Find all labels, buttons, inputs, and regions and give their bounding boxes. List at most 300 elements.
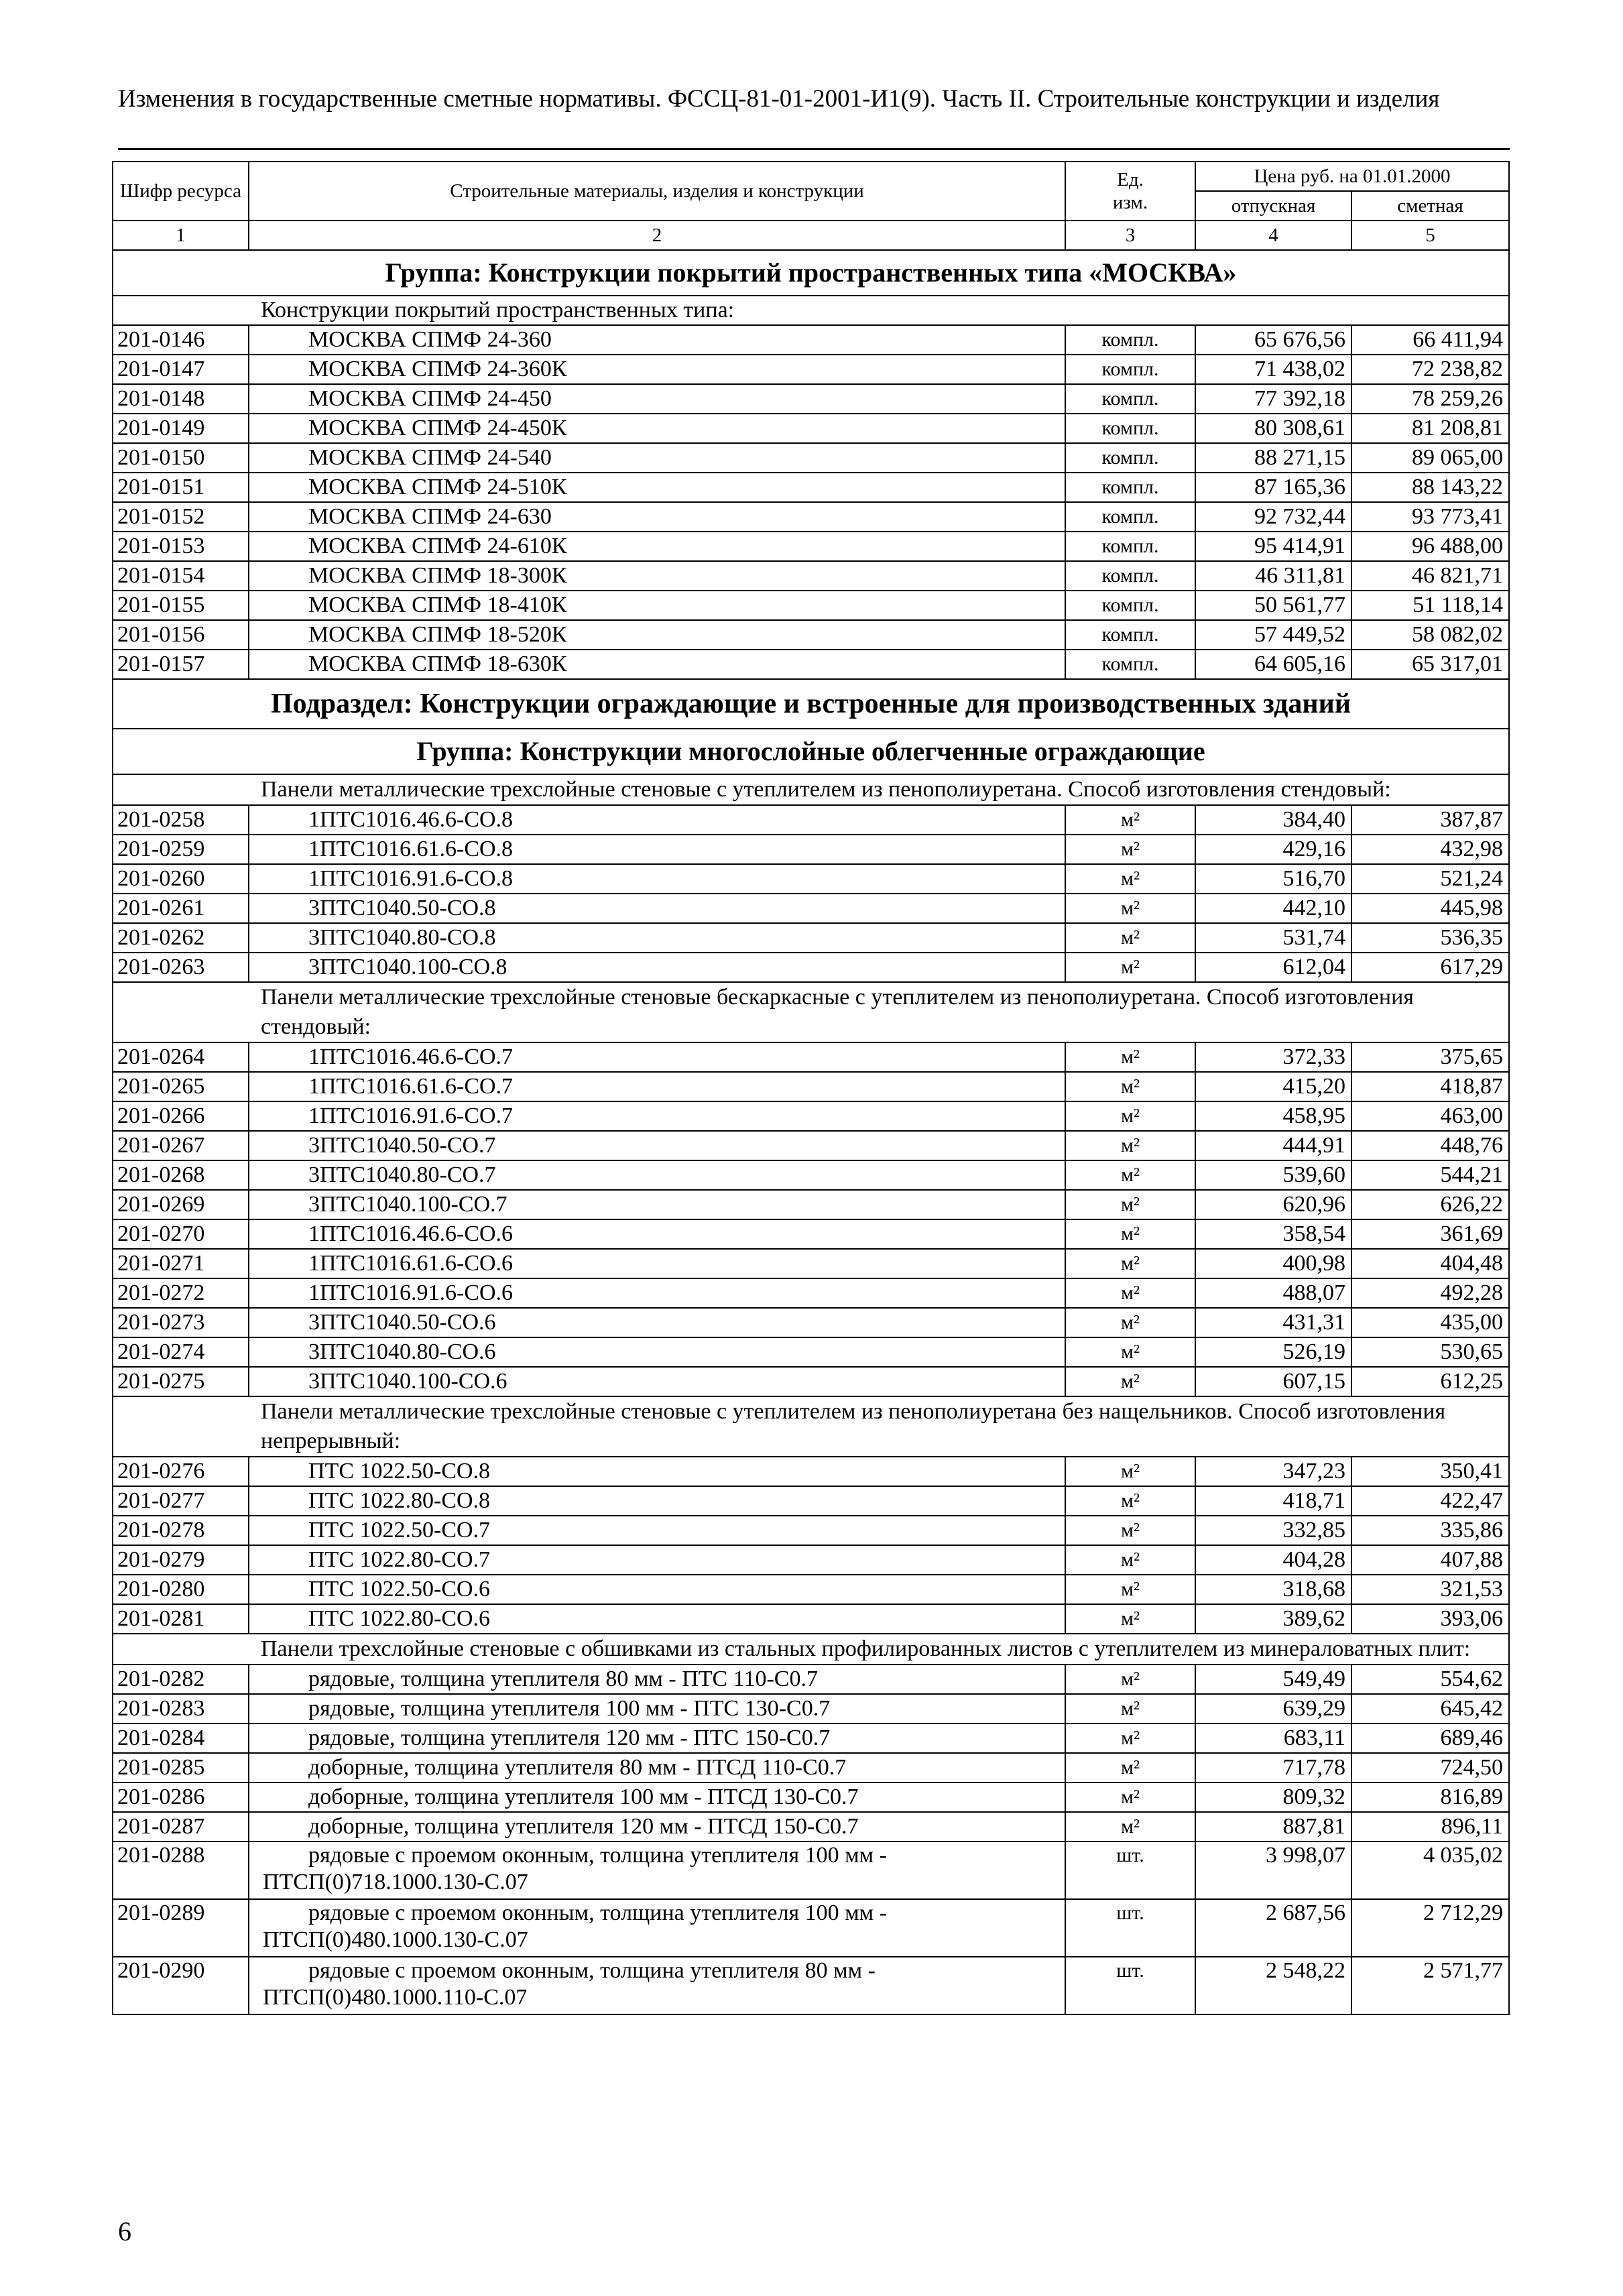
resource-code: 201-0276: [113, 1457, 249, 1486]
table-row: [113, 414, 1509, 443]
item-name: 1ПТС1016.61.6-СО.7: [249, 1072, 1065, 1101]
table-row: [113, 1160, 1509, 1190]
unit: компл.: [1065, 532, 1195, 561]
table-row: [113, 1753, 1509, 1783]
table-row: [113, 1783, 1509, 1812]
item-name: ПТС 1022.80-СО.8: [249, 1486, 1065, 1516]
price-release: 57 449,52: [1195, 620, 1351, 650]
column-header-price-release: отпускная: [1195, 191, 1351, 221]
table-row: [113, 1694, 1509, 1724]
unit: м²: [1065, 1160, 1195, 1190]
item-name: МОСКВА СПМФ 18-520К: [249, 620, 1065, 650]
description-row: [113, 1634, 1509, 1665]
price-release: 64 605,16: [1195, 650, 1351, 679]
item-name: МОСКВА СПМФ 18-410К: [249, 591, 1065, 620]
resource-code: 201-0289: [113, 1899, 249, 1957]
price-release: 404,28: [1195, 1545, 1351, 1575]
resource-code: 201-0278: [113, 1516, 249, 1545]
table-body: [113, 250, 1509, 2014]
price-estimate: 422,47: [1351, 1486, 1509, 1516]
column-number: 4: [1195, 221, 1351, 250]
resource-code: 201-0282: [113, 1665, 249, 1694]
resource-code: 201-0270: [113, 1219, 249, 1249]
price-estimate: 407,88: [1351, 1545, 1509, 1575]
price-release: 77 392,18: [1195, 384, 1351, 414]
unit: м²: [1065, 1575, 1195, 1604]
item-name: МОСКВА СПМФ 24-360: [249, 325, 1065, 355]
unit: м²: [1065, 1190, 1195, 1219]
unit: компл.: [1065, 473, 1195, 502]
table-row: [113, 1308, 1509, 1337]
resource-code: 201-0274: [113, 1337, 249, 1367]
resource-code: 201-0155: [113, 591, 249, 620]
table-row: [113, 1101, 1509, 1131]
price-estimate: 51 118,14: [1351, 591, 1509, 620]
unit: компл.: [1065, 443, 1195, 473]
table-row: [113, 1899, 1509, 1957]
resource-code: 201-0286: [113, 1783, 249, 1812]
resource-code: 201-0264: [113, 1042, 249, 1072]
price-estimate: 65 317,01: [1351, 650, 1509, 679]
column-number: 3: [1065, 221, 1195, 250]
item-name: рядовые, толщина утеплителя 80 мм - ПТС 110-С0.7: [249, 1665, 1065, 1694]
table-row: [113, 1724, 1509, 1753]
price-table: [112, 161, 1510, 2015]
price-release: 683,11: [1195, 1724, 1351, 1753]
table-row: [113, 1249, 1509, 1278]
price-estimate: 72 238,82: [1351, 355, 1509, 384]
resource-code: 201-0290: [113, 1957, 249, 2014]
table-row: [113, 1131, 1509, 1160]
unit: м²: [1065, 953, 1195, 982]
column-header-unit: Ед. изм.: [1065, 162, 1195, 221]
table-row: [113, 1665, 1509, 1694]
price-release: 80 308,61: [1195, 414, 1351, 443]
price-release: 2 548,22: [1195, 1957, 1351, 2014]
price-estimate: 544,21: [1351, 1160, 1509, 1190]
item-name: МОСКВА СПМФ 24-450К: [249, 414, 1065, 443]
price-estimate: 93 773,41: [1351, 502, 1509, 532]
item-name: ПТС 1022.50-СО.8: [249, 1457, 1065, 1486]
unit: шт.: [1065, 1899, 1195, 1957]
table-row: [113, 561, 1509, 591]
group-heading-row: [113, 729, 1509, 774]
price-estimate: 418,87: [1351, 1072, 1509, 1101]
resource-code: 201-0277: [113, 1486, 249, 1516]
price-release: 620,96: [1195, 1190, 1351, 1219]
table-row: [113, 1486, 1509, 1516]
price-estimate: 536,35: [1351, 923, 1509, 953]
item-name: МОСКВА СПМФ 24-630: [249, 502, 1065, 532]
column-header-price: Цена руб. на 01.01.2000: [1195, 162, 1509, 191]
group-heading: Группа: Конструкции многослойные облегченные ограждающие: [113, 729, 1509, 774]
unit: м²: [1065, 1308, 1195, 1337]
item-name: ПТС 1022.80-СО.7: [249, 1545, 1065, 1575]
unit: м²: [1065, 1131, 1195, 1160]
table-row: [113, 532, 1509, 561]
unit: м²: [1065, 1278, 1195, 1308]
item-name: рядовые с проемом оконным, толщина утеплителя 80 мм - ПТСП(0)480.1000.110-С.07: [249, 1957, 1065, 2014]
item-name: 1ПТС1016.61.6-СО.6: [249, 1249, 1065, 1278]
price-estimate: 617,29: [1351, 953, 1509, 982]
unit: м²: [1065, 923, 1195, 953]
unit: шт.: [1065, 1957, 1195, 2014]
unit: м²: [1065, 1812, 1195, 1841]
price-estimate: 724,50: [1351, 1753, 1509, 1783]
price-release: 415,20: [1195, 1072, 1351, 1101]
page-number: 6: [118, 2216, 131, 2246]
item-name: 3ПТС1040.50-СО.7: [249, 1131, 1065, 1160]
resource-code: 201-0288: [113, 1841, 249, 1899]
resource-code: 201-0262: [113, 923, 249, 953]
unit: м²: [1065, 1724, 1195, 1753]
price-release: 526,19: [1195, 1337, 1351, 1367]
item-name: 3ПТС1040.100-СО.8: [249, 953, 1065, 982]
header-divider: [118, 148, 1510, 150]
price-release: 358,54: [1195, 1219, 1351, 1249]
table-row: [113, 894, 1509, 923]
resource-code: 201-0273: [113, 1308, 249, 1337]
unit: м²: [1065, 1694, 1195, 1724]
table-row: [113, 502, 1509, 532]
resource-code: 201-0268: [113, 1160, 249, 1190]
price-release: 549,49: [1195, 1665, 1351, 1694]
description-text: Панели трехслойные стеновые с обшивками из стальных профилированных листов с утеплителем из минераловатных плит:: [113, 1634, 1509, 1665]
table-row: [113, 355, 1509, 384]
price-release: 809,32: [1195, 1783, 1351, 1812]
resource-code: 201-0146: [113, 325, 249, 355]
column-header-price-estimate: сметная: [1351, 191, 1509, 221]
item-name: рядовые, толщина утеплителя 120 мм - ПТС 150-С0.7: [249, 1724, 1065, 1753]
price-estimate: 361,69: [1351, 1219, 1509, 1249]
description-row: [113, 774, 1509, 805]
price-release: 95 414,91: [1195, 532, 1351, 561]
price-release: 444,91: [1195, 1131, 1351, 1160]
resource-code: 201-0272: [113, 1278, 249, 1308]
price-estimate: 393,06: [1351, 1604, 1509, 1634]
table-row: [113, 1042, 1509, 1072]
table-row: [113, 620, 1509, 650]
resource-code: 201-0275: [113, 1367, 249, 1396]
unit: компл.: [1065, 620, 1195, 650]
table-row: [113, 1190, 1509, 1219]
price-estimate: 2 571,77: [1351, 1957, 1509, 2014]
resource-code: 201-0285: [113, 1753, 249, 1783]
item-name: 1ПТС1016.91.6-СО.6: [249, 1278, 1065, 1308]
item-name: МОСКВА СПМФ 24-510К: [249, 473, 1065, 502]
table-row: [113, 1545, 1509, 1575]
unit: м²: [1065, 1249, 1195, 1278]
table-row: [113, 864, 1509, 894]
item-name: МОСКВА СПМФ 18-300К: [249, 561, 1065, 591]
price-release: 516,70: [1195, 864, 1351, 894]
price-estimate: 554,62: [1351, 1665, 1509, 1694]
item-name: 3ПТС1040.80-СО.7: [249, 1160, 1065, 1190]
price-estimate: 404,48: [1351, 1249, 1509, 1278]
price-estimate: 81 208,81: [1351, 414, 1509, 443]
price-release: 71 438,02: [1195, 355, 1351, 384]
item-name: МОСКВА СПМФ 24-450: [249, 384, 1065, 414]
group-heading-row: [113, 250, 1509, 296]
item-name: 1ПТС1016.91.6-СО.8: [249, 864, 1065, 894]
price-release: 332,85: [1195, 1516, 1351, 1545]
price-estimate: 321,53: [1351, 1575, 1509, 1604]
item-name: 3ПТС1040.50-СО.8: [249, 894, 1065, 923]
price-release: 887,81: [1195, 1812, 1351, 1841]
table-row: [113, 1957, 1509, 2014]
item-name: 1ПТС1016.46.6-СО.7: [249, 1042, 1065, 1072]
item-name: 3ПТС1040.100-СО.7: [249, 1190, 1065, 1219]
price-estimate: 816,89: [1351, 1783, 1509, 1812]
price-release: 384,40: [1195, 805, 1351, 835]
description-row: [113, 296, 1509, 325]
price-release: 318,68: [1195, 1575, 1351, 1604]
table-row: [113, 1337, 1509, 1367]
description-text: Панели металлические трехслойные стеновые бескаркасные с утеплителем из пенополиуретана. Способ изготовления стендовый:: [113, 982, 1509, 1042]
table-row: [113, 473, 1509, 502]
price-estimate: 492,28: [1351, 1278, 1509, 1308]
unit: компл.: [1065, 502, 1195, 532]
item-name: 3ПТС1040.50-СО.6: [249, 1308, 1065, 1337]
column-number: 1: [113, 221, 249, 250]
unit: м²: [1065, 1753, 1195, 1783]
unit: м²: [1065, 1457, 1195, 1486]
unit: компл.: [1065, 561, 1195, 591]
column-header-name: Строительные материалы, изделия и конструкции: [249, 162, 1065, 221]
price-release: 65 676,56: [1195, 325, 1351, 355]
table-row: [113, 591, 1509, 620]
table-row: [113, 384, 1509, 414]
price-release: 607,15: [1195, 1367, 1351, 1396]
unit: м²: [1065, 1367, 1195, 1396]
price-release: 531,74: [1195, 923, 1351, 953]
price-estimate: 350,41: [1351, 1457, 1509, 1486]
table-row: [113, 650, 1509, 679]
item-name: МОСКВА СПМФ 18-630К: [249, 650, 1065, 679]
column-number: 2: [249, 221, 1065, 250]
unit: шт.: [1065, 1841, 1195, 1899]
price-release: 418,71: [1195, 1486, 1351, 1516]
subsection-heading-row: [113, 679, 1509, 729]
unit: м²: [1065, 1219, 1195, 1249]
item-name: 1ПТС1016.61.6-СО.8: [249, 835, 1065, 864]
table-row: [113, 1219, 1509, 1249]
price-release: 88 271,15: [1195, 443, 1351, 473]
unit: компл.: [1065, 591, 1195, 620]
unit: м²: [1065, 894, 1195, 923]
table-row: [113, 1575, 1509, 1604]
price-estimate: 375,65: [1351, 1042, 1509, 1072]
resource-code: 201-0267: [113, 1131, 249, 1160]
table-row: [113, 835, 1509, 864]
table-row: [113, 325, 1509, 355]
table-row: [113, 1841, 1509, 1899]
price-estimate: 46 821,71: [1351, 561, 1509, 591]
table-row: [113, 1367, 1509, 1396]
resource-code: 201-0151: [113, 473, 249, 502]
price-estimate: 78 259,26: [1351, 384, 1509, 414]
table-row: [113, 443, 1509, 473]
price-release: 347,23: [1195, 1457, 1351, 1486]
table-row: [113, 953, 1509, 982]
resource-code: 201-0279: [113, 1545, 249, 1575]
resource-code: 201-0154: [113, 561, 249, 591]
price-estimate: 89 065,00: [1351, 443, 1509, 473]
unit: м²: [1065, 1516, 1195, 1545]
price-estimate: 4 035,02: [1351, 1841, 1509, 1899]
price-release: 92 732,44: [1195, 502, 1351, 532]
price-release: 639,29: [1195, 1694, 1351, 1724]
unit: м²: [1065, 1337, 1195, 1367]
unit: м²: [1065, 805, 1195, 835]
price-estimate: 445,98: [1351, 894, 1509, 923]
table-row: [113, 923, 1509, 953]
document-header-title: Изменения в государственные сметные нормативы. ФССЦ-81-01-2001-И1(9). Часть II. Строительные конструкции и изделия: [118, 85, 1440, 113]
resource-code: 201-0153: [113, 532, 249, 561]
group-heading: Группа: Конструкции покрытий пространственных типа «МОСКВА»: [113, 250, 1509, 296]
resource-code: 201-0280: [113, 1575, 249, 1604]
table-row: [113, 1457, 1509, 1486]
price-estimate: 626,22: [1351, 1190, 1509, 1219]
resource-code: 201-0152: [113, 502, 249, 532]
unit: компл.: [1065, 384, 1195, 414]
item-name: рядовые, толщина утеплителя 100 мм - ПТС 130-С0.7: [249, 1694, 1065, 1724]
price-release: 389,62: [1195, 1604, 1351, 1634]
price-release: 50 561,77: [1195, 591, 1351, 620]
description-text: Панели металлические трехслойные стеновые с утеплителем из пенополиуретана. Способ изготовления стендовый:: [113, 774, 1509, 805]
item-name: ПТС 1022.80-СО.6: [249, 1604, 1065, 1634]
column-header-code: Шифр ресурса: [113, 162, 249, 221]
item-name: 3ПТС1040.100-СО.6: [249, 1367, 1065, 1396]
unit: м²: [1065, 864, 1195, 894]
resource-code: 201-0266: [113, 1101, 249, 1131]
resource-code: 201-0150: [113, 443, 249, 473]
description-row: [113, 1396, 1509, 1457]
item-name: МОСКВА СПМФ 24-360К: [249, 355, 1065, 384]
item-name: МОСКВА СПМФ 24-610К: [249, 532, 1065, 561]
price-release: 612,04: [1195, 953, 1351, 982]
resource-code: 201-0265: [113, 1072, 249, 1101]
item-name: 1ПТС1016.46.6-СО.8: [249, 805, 1065, 835]
price-estimate: 612,25: [1351, 1367, 1509, 1396]
item-name: ПТС 1022.50-СО.6: [249, 1575, 1065, 1604]
unit: м²: [1065, 1042, 1195, 1072]
price-estimate: 2 712,29: [1351, 1899, 1509, 1957]
price-release: 717,78: [1195, 1753, 1351, 1783]
item-name: рядовые с проемом оконным, толщина утеплителя 100 мм - ПТСП(0)718.1000.130-С.07: [249, 1841, 1065, 1899]
table-row: [113, 1516, 1509, 1545]
resource-code: 201-0283: [113, 1694, 249, 1724]
subsection-heading: Подраздел: Конструкции ограждающие и встроенные для производственных зданий: [113, 679, 1509, 729]
item-name: доборные, толщина утеплителя 120 мм - ПТСД 150-С0.7: [249, 1812, 1065, 1841]
resource-code: 201-0271: [113, 1249, 249, 1278]
price-estimate: 521,24: [1351, 864, 1509, 894]
resource-code: 201-0259: [113, 835, 249, 864]
price-estimate: 66 411,94: [1351, 325, 1509, 355]
price-release: 429,16: [1195, 835, 1351, 864]
price-release: 372,33: [1195, 1042, 1351, 1072]
resource-code: 201-0148: [113, 384, 249, 414]
price-estimate: 58 082,02: [1351, 620, 1509, 650]
unit: м²: [1065, 1072, 1195, 1101]
resource-code: 201-0284: [113, 1724, 249, 1753]
resource-code: 201-0147: [113, 355, 249, 384]
resource-code: 201-0260: [113, 864, 249, 894]
price-estimate: 463,00: [1351, 1101, 1509, 1131]
unit: м²: [1065, 1604, 1195, 1634]
item-name: 3ПТС1040.80-СО.8: [249, 923, 1065, 953]
price-release: 431,31: [1195, 1308, 1351, 1337]
description-text: Конструкции покрытий пространственных типа:: [113, 296, 1509, 325]
table-row: [113, 1072, 1509, 1101]
resource-code: 201-0261: [113, 894, 249, 923]
price-estimate: 435,00: [1351, 1308, 1509, 1337]
item-name: 3ПТС1040.80-СО.6: [249, 1337, 1065, 1367]
price-estimate: 432,98: [1351, 835, 1509, 864]
unit: м²: [1065, 1665, 1195, 1694]
price-estimate: 896,11: [1351, 1812, 1509, 1841]
resource-code: 201-0281: [113, 1604, 249, 1634]
price-estimate: 645,42: [1351, 1694, 1509, 1724]
item-name: 1ПТС1016.91.6-СО.7: [249, 1101, 1065, 1131]
table-row: [113, 1604, 1509, 1634]
price-release: 539,60: [1195, 1160, 1351, 1190]
price-estimate: 387,87: [1351, 805, 1509, 835]
item-name: доборные, толщина утеплителя 100 мм - ПТСД 130-С0.7: [249, 1783, 1065, 1812]
resource-code: 201-0149: [113, 414, 249, 443]
price-release: 46 311,81: [1195, 561, 1351, 591]
item-name: МОСКВА СПМФ 24-540: [249, 443, 1065, 473]
price-release: 400,98: [1195, 1249, 1351, 1278]
table-row: [113, 1278, 1509, 1308]
price-release: 442,10: [1195, 894, 1351, 923]
table-row: [113, 1812, 1509, 1841]
unit: компл.: [1065, 414, 1195, 443]
resource-code: 201-0269: [113, 1190, 249, 1219]
price-estimate: 96 488,00: [1351, 532, 1509, 561]
unit: м²: [1065, 1101, 1195, 1131]
unit: компл.: [1065, 355, 1195, 384]
price-release: 3 998,07: [1195, 1841, 1351, 1899]
price-estimate: 689,46: [1351, 1724, 1509, 1753]
item-name: ПТС 1022.50-СО.7: [249, 1516, 1065, 1545]
price-estimate: 335,86: [1351, 1516, 1509, 1545]
price-release: 87 165,36: [1195, 473, 1351, 502]
item-name: рядовые с проемом оконным, толщина утеплителя 100 мм - ПТСП(0)480.1000.130-С.07: [249, 1899, 1065, 1957]
price-estimate: 88 143,22: [1351, 473, 1509, 502]
resource-code: 201-0156: [113, 620, 249, 650]
resource-code: 201-0258: [113, 805, 249, 835]
resource-code: 201-0263: [113, 953, 249, 982]
unit: компл.: [1065, 325, 1195, 355]
unit: м²: [1065, 1783, 1195, 1812]
unit: м²: [1065, 1545, 1195, 1575]
description-row: [113, 982, 1509, 1042]
price-release: 488,07: [1195, 1278, 1351, 1308]
resource-code: 201-0157: [113, 650, 249, 679]
item-name: доборные, толщина утеплителя 80 мм - ПТСД 110-С0.7: [249, 1753, 1065, 1783]
price-release: 458,95: [1195, 1101, 1351, 1131]
unit: м²: [1065, 1486, 1195, 1516]
column-number: 5: [1351, 221, 1509, 250]
price-release: 2 687,56: [1195, 1899, 1351, 1957]
table-row: [113, 805, 1509, 835]
item-name: 1ПТС1016.46.6-СО.6: [249, 1219, 1065, 1249]
price-estimate: 530,65: [1351, 1337, 1509, 1367]
unit: компл.: [1065, 650, 1195, 679]
resource-code: 201-0287: [113, 1812, 249, 1841]
unit: м²: [1065, 835, 1195, 864]
